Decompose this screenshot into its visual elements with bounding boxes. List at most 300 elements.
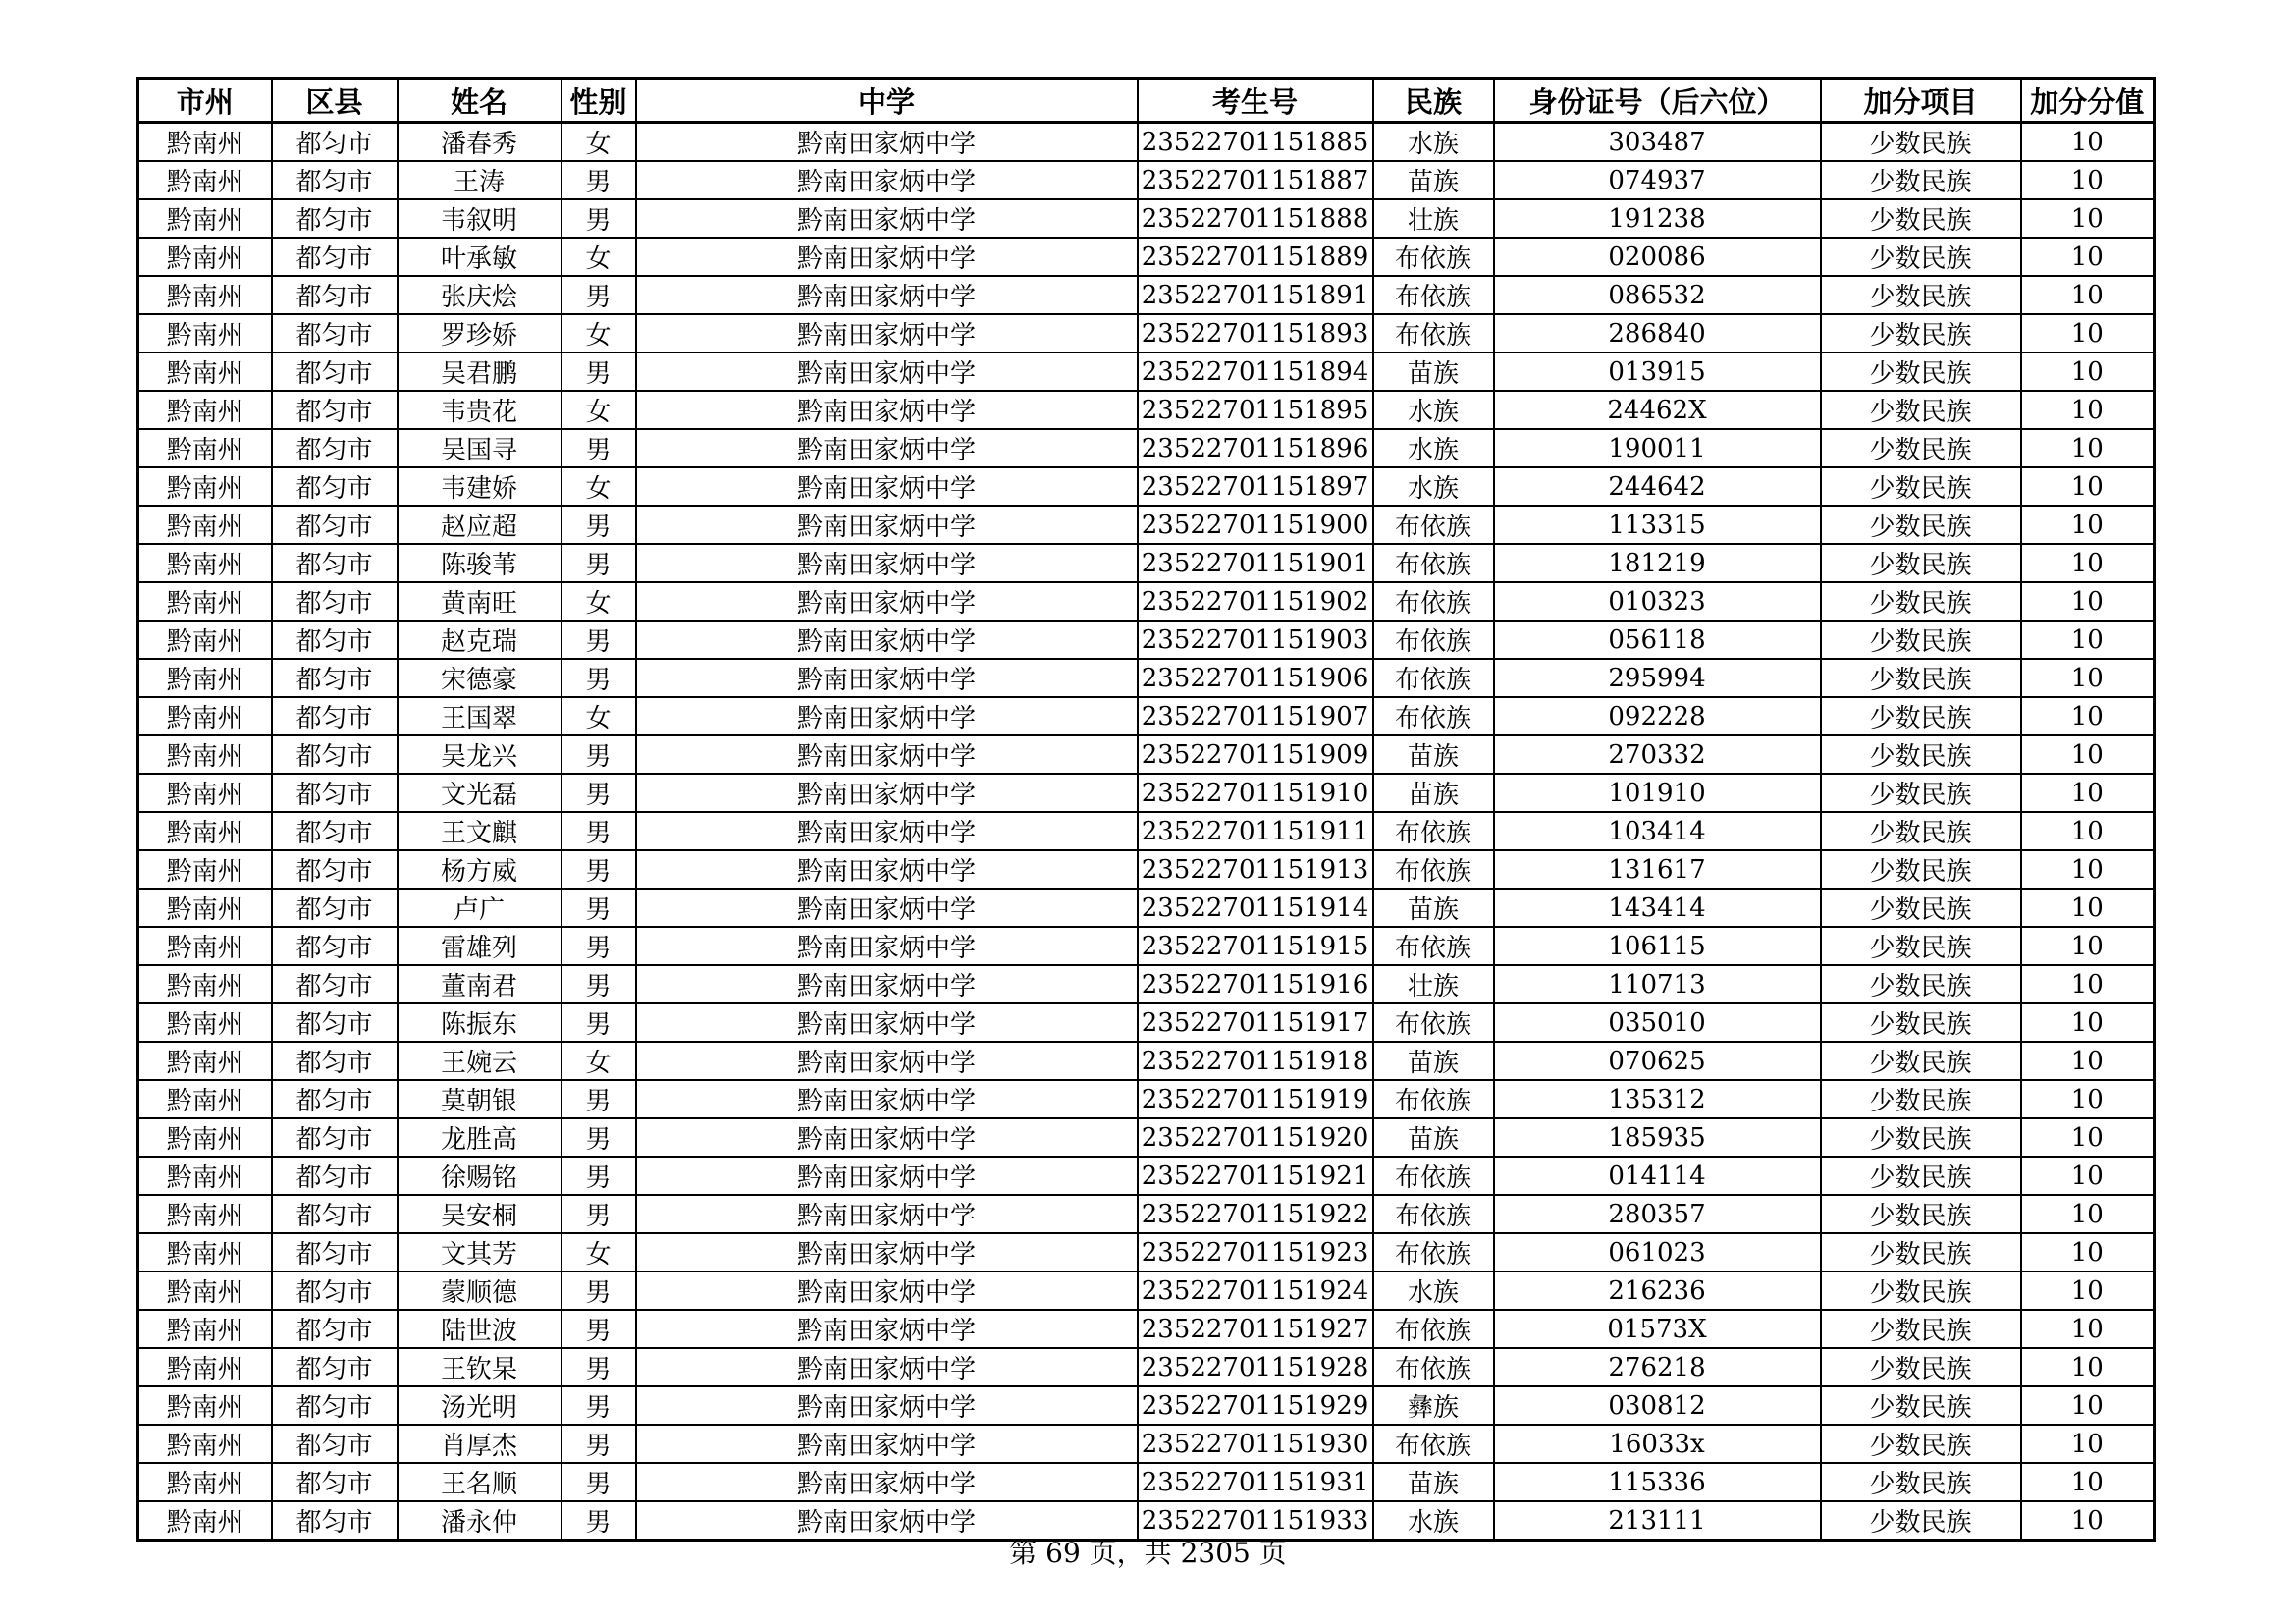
name-cell: 王名顺 — [398, 1463, 561, 1501]
table-row — [138, 123, 2155, 162]
bonus-value-cell: 10 — [2021, 965, 2155, 1003]
county-cell: 都匀市 — [272, 850, 398, 889]
exam-number-cell: 23522701151929 — [1138, 1386, 1373, 1425]
school-cell: 黔南田家炳中学 — [636, 697, 1138, 735]
county-cell: 都匀市 — [272, 1233, 398, 1272]
gender-cell: 男 — [561, 774, 636, 812]
name-cell: 王钦杲 — [398, 1348, 561, 1386]
school-cell: 黔南田家炳中学 — [636, 1042, 1138, 1080]
gender-cell: 男 — [561, 352, 636, 391]
table-row — [138, 1003, 2155, 1042]
header-name: 姓名 — [398, 79, 561, 123]
ethnicity-cell: 壮族 — [1373, 199, 1494, 238]
gender-cell: 女 — [561, 238, 636, 276]
school-cell: 黔南田家炳中学 — [636, 850, 1138, 889]
id-last-six-cell: 092228 — [1494, 697, 1821, 735]
id-last-six-cell: 010323 — [1494, 582, 1821, 621]
table-row — [138, 352, 2155, 391]
table-row — [138, 621, 2155, 659]
county-cell: 都匀市 — [272, 544, 398, 582]
city-cell: 黔南州 — [138, 391, 272, 429]
id-last-six-cell: 013915 — [1494, 352, 1821, 391]
table-row — [138, 1080, 2155, 1118]
city-cell: 黔南州 — [138, 927, 272, 965]
county-cell: 都匀市 — [272, 1348, 398, 1386]
school-cell: 黔南田家炳中学 — [636, 161, 1138, 199]
county-cell: 都匀市 — [272, 697, 398, 735]
school-cell: 黔南田家炳中学 — [636, 1003, 1138, 1042]
school-cell: 黔南田家炳中学 — [636, 965, 1138, 1003]
name-cell: 蒙顺德 — [398, 1272, 561, 1310]
id-last-six-cell: 110713 — [1494, 965, 1821, 1003]
bonus-value-cell: 10 — [2021, 774, 2155, 812]
gender-cell: 男 — [561, 621, 636, 659]
exam-number-cell: 23522701151906 — [1138, 659, 1373, 697]
bonus-value-cell: 10 — [2021, 161, 2155, 199]
exam-number-cell: 23522701151923 — [1138, 1233, 1373, 1272]
bonus-value-cell: 10 — [2021, 621, 2155, 659]
bonus-value-cell: 10 — [2021, 506, 2155, 544]
id-last-six-cell: 135312 — [1494, 1080, 1821, 1118]
id-last-six-cell: 106115 — [1494, 927, 1821, 965]
id-last-six-cell: 101910 — [1494, 774, 1821, 812]
bonus-value-cell: 10 — [2021, 1348, 2155, 1386]
name-cell: 赵克瑞 — [398, 621, 561, 659]
exam-number-cell: 23522701151919 — [1138, 1080, 1373, 1118]
name-cell: 王国翠 — [398, 697, 561, 735]
bonus-value-cell: 10 — [2021, 238, 2155, 276]
ethnicity-cell: 布依族 — [1373, 1080, 1494, 1118]
bonus-value-cell: 10 — [2021, 391, 2155, 429]
county-cell: 都匀市 — [272, 1310, 398, 1348]
gender-cell: 男 — [561, 1272, 636, 1310]
exam-number-cell: 23522701151897 — [1138, 467, 1373, 506]
bonus-value-cell: 10 — [2021, 429, 2155, 467]
ethnicity-cell: 布依族 — [1373, 276, 1494, 314]
table-row — [138, 1425, 2155, 1463]
gender-cell: 女 — [561, 1042, 636, 1080]
county-cell: 都匀市 — [272, 1003, 398, 1042]
id-last-six-cell: 115336 — [1494, 1463, 1821, 1501]
table-row — [138, 735, 2155, 774]
name-cell: 董南君 — [398, 965, 561, 1003]
id-last-six-cell: 286840 — [1494, 314, 1821, 352]
county-cell: 都匀市 — [272, 352, 398, 391]
gender-cell: 男 — [561, 161, 636, 199]
id-last-six-cell: 280357 — [1494, 1195, 1821, 1233]
name-cell: 韦叙明 — [398, 199, 561, 238]
ethnicity-cell: 布依族 — [1373, 544, 1494, 582]
id-last-six-cell: 295994 — [1494, 659, 1821, 697]
city-cell: 黔南州 — [138, 697, 272, 735]
bonus-value-cell: 10 — [2021, 544, 2155, 582]
gender-cell: 男 — [561, 1157, 636, 1195]
county-cell: 都匀市 — [272, 621, 398, 659]
header-bonus-item: 加分项目 — [1821, 79, 2021, 123]
school-cell: 黔南田家炳中学 — [636, 1272, 1138, 1310]
ethnicity-cell: 布依族 — [1373, 238, 1494, 276]
exam-number-cell: 23522701151887 — [1138, 161, 1373, 199]
bonus-item-cell: 少数民族 — [1821, 774, 2021, 812]
bonus-value-cell: 10 — [2021, 1501, 2155, 1541]
bonus-item-cell: 少数民族 — [1821, 659, 2021, 697]
header-county: 区县 — [272, 79, 398, 123]
bonus-value-cell: 10 — [2021, 697, 2155, 735]
gender-cell: 男 — [561, 659, 636, 697]
id-last-six-cell: 276218 — [1494, 1348, 1821, 1386]
id-last-six-cell: 24462X — [1494, 391, 1821, 429]
school-cell: 黔南田家炳中学 — [636, 506, 1138, 544]
name-cell: 潘春秀 — [398, 123, 561, 162]
exam-number-cell: 23522701151901 — [1138, 544, 1373, 582]
page-number: 第 69 页，共 2305 页 — [1009, 1537, 1287, 1569]
name-cell: 王涛 — [398, 161, 561, 199]
bonus-item-cell: 少数民族 — [1821, 850, 2021, 889]
city-cell: 黔南州 — [138, 1118, 272, 1157]
bonus-value-cell: 10 — [2021, 1118, 2155, 1157]
school-cell: 黔南田家炳中学 — [636, 276, 1138, 314]
table-row — [138, 199, 2155, 238]
city-cell: 黔南州 — [138, 1195, 272, 1233]
gender-cell: 男 — [561, 850, 636, 889]
table-row — [138, 1118, 2155, 1157]
gender-cell: 男 — [561, 1501, 636, 1541]
city-cell: 黔南州 — [138, 1042, 272, 1080]
county-cell: 都匀市 — [272, 659, 398, 697]
exam-number-cell: 23522701151930 — [1138, 1425, 1373, 1463]
ethnicity-cell: 水族 — [1373, 429, 1494, 467]
city-cell: 黔南州 — [138, 1425, 272, 1463]
school-cell: 黔南田家炳中学 — [636, 1463, 1138, 1501]
bonus-item-cell: 少数民族 — [1821, 1501, 2021, 1541]
gender-cell: 男 — [561, 735, 636, 774]
id-last-six-cell: 056118 — [1494, 621, 1821, 659]
city-cell: 黔南州 — [138, 774, 272, 812]
school-cell: 黔南田家炳中学 — [636, 1348, 1138, 1386]
city-cell: 黔南州 — [138, 238, 272, 276]
name-cell: 王婉云 — [398, 1042, 561, 1080]
school-cell: 黔南田家炳中学 — [636, 1501, 1138, 1541]
school-cell: 黔南田家炳中学 — [636, 123, 1138, 162]
bonus-item-cell: 少数民族 — [1821, 1233, 2021, 1272]
name-cell: 王文麒 — [398, 812, 561, 850]
name-cell: 吴安桐 — [398, 1195, 561, 1233]
county-cell: 都匀市 — [272, 161, 398, 199]
bonus-item-cell: 少数民族 — [1821, 544, 2021, 582]
bonus-item-cell: 少数民族 — [1821, 965, 2021, 1003]
ethnicity-cell: 苗族 — [1373, 774, 1494, 812]
id-last-six-cell: 244642 — [1494, 467, 1821, 506]
school-cell: 黔南田家炳中学 — [636, 1425, 1138, 1463]
name-cell: 罗珍娇 — [398, 314, 561, 352]
bonus-value-cell: 10 — [2021, 1195, 2155, 1233]
bonus-value-cell: 10 — [2021, 1042, 2155, 1080]
id-last-six-cell: 181219 — [1494, 544, 1821, 582]
table-row — [138, 506, 2155, 544]
county-cell: 都匀市 — [272, 429, 398, 467]
city-cell: 黔南州 — [138, 123, 272, 162]
exam-number-cell: 23522701151885 — [1138, 123, 1373, 162]
name-cell: 张庆烩 — [398, 276, 561, 314]
gender-cell: 男 — [561, 1348, 636, 1386]
school-cell: 黔南田家炳中学 — [636, 812, 1138, 850]
bonus-item-cell: 少数民族 — [1821, 1310, 2021, 1348]
bonus-item-cell: 少数民族 — [1821, 1463, 2021, 1501]
city-cell: 黔南州 — [138, 352, 272, 391]
gender-cell: 男 — [561, 544, 636, 582]
school-cell: 黔南田家炳中学 — [636, 1233, 1138, 1272]
city-cell: 黔南州 — [138, 582, 272, 621]
table-row — [138, 1463, 2155, 1501]
table-row — [138, 1310, 2155, 1348]
gender-cell: 男 — [561, 429, 636, 467]
exam-number-cell: 23522701151903 — [1138, 621, 1373, 659]
table-row — [138, 1233, 2155, 1272]
exam-number-cell: 23522701151907 — [1138, 697, 1373, 735]
school-cell: 黔南田家炳中学 — [636, 391, 1138, 429]
name-cell: 汤光明 — [398, 1386, 561, 1425]
bonus-item-cell: 少数民族 — [1821, 123, 2021, 162]
name-cell: 雷雄列 — [398, 927, 561, 965]
name-cell: 韦贵花 — [398, 391, 561, 429]
exam-number-cell: 23522701151895 — [1138, 391, 1373, 429]
exam-number-cell: 23522701151927 — [1138, 1310, 1373, 1348]
city-cell: 黔南州 — [138, 161, 272, 199]
city-cell: 黔南州 — [138, 621, 272, 659]
table-header-row — [138, 79, 2155, 123]
ethnicity-cell: 彝族 — [1373, 1386, 1494, 1425]
bonus-item-cell: 少数民族 — [1821, 697, 2021, 735]
bonus-item-cell: 少数民族 — [1821, 506, 2021, 544]
bonus-value-cell: 10 — [2021, 199, 2155, 238]
bonus-item-cell: 少数民族 — [1821, 238, 2021, 276]
ethnicity-cell: 水族 — [1373, 123, 1494, 162]
bonus-value-cell: 10 — [2021, 1386, 2155, 1425]
name-cell: 黄南旺 — [398, 582, 561, 621]
gender-cell: 女 — [561, 1233, 636, 1272]
exam-number-cell: 23522701151902 — [1138, 582, 1373, 621]
bonus-item-cell: 少数民族 — [1821, 927, 2021, 965]
school-cell: 黔南田家炳中学 — [636, 1310, 1138, 1348]
header-ethnicity: 民族 — [1373, 79, 1494, 123]
exam-number-cell: 23522701151911 — [1138, 812, 1373, 850]
exam-number-cell: 23522701151894 — [1138, 352, 1373, 391]
school-cell: 黔南田家炳中学 — [636, 1157, 1138, 1195]
name-cell: 徐赐铭 — [398, 1157, 561, 1195]
bonus-value-cell: 10 — [2021, 927, 2155, 965]
ethnicity-cell: 布依族 — [1373, 1233, 1494, 1272]
id-last-six-cell: 030812 — [1494, 1386, 1821, 1425]
bonus-item-cell: 少数民族 — [1821, 429, 2021, 467]
gender-cell: 女 — [561, 467, 636, 506]
exam-number-cell: 23522701151921 — [1138, 1157, 1373, 1195]
ethnicity-cell: 布依族 — [1373, 1425, 1494, 1463]
county-cell: 都匀市 — [272, 314, 398, 352]
exam-number-cell: 23522701151931 — [1138, 1463, 1373, 1501]
school-cell: 黔南田家炳中学 — [636, 927, 1138, 965]
ethnicity-cell: 苗族 — [1373, 1118, 1494, 1157]
county-cell: 都匀市 — [272, 123, 398, 162]
school-cell: 黔南田家炳中学 — [636, 735, 1138, 774]
county-cell: 都匀市 — [272, 889, 398, 927]
id-last-six-cell: 303487 — [1494, 123, 1821, 162]
bonus-item-cell: 少数民族 — [1821, 1118, 2021, 1157]
table-row — [138, 965, 2155, 1003]
bonus-item-cell: 少数民族 — [1821, 1348, 2021, 1386]
school-cell: 黔南田家炳中学 — [636, 621, 1138, 659]
county-cell: 都匀市 — [272, 812, 398, 850]
bonus-value-cell: 10 — [2021, 314, 2155, 352]
school-cell: 黔南田家炳中学 — [636, 352, 1138, 391]
exam-number-cell: 23522701151915 — [1138, 927, 1373, 965]
exam-number-cell: 23522701151917 — [1138, 1003, 1373, 1042]
ethnicity-cell: 水族 — [1373, 391, 1494, 429]
ethnicity-cell: 布依族 — [1373, 1348, 1494, 1386]
bonus-item-cell: 少数民族 — [1821, 199, 2021, 238]
city-cell: 黔南州 — [138, 1310, 272, 1348]
ethnicity-cell: 壮族 — [1373, 965, 1494, 1003]
name-cell: 肖厚杰 — [398, 1425, 561, 1463]
ethnicity-cell: 布依族 — [1373, 1310, 1494, 1348]
table-row — [138, 1195, 2155, 1233]
gender-cell: 男 — [561, 1080, 636, 1118]
county-cell: 都匀市 — [272, 735, 398, 774]
table-row — [138, 582, 2155, 621]
id-last-six-cell: 185935 — [1494, 1118, 1821, 1157]
id-last-six-cell: 061023 — [1494, 1233, 1821, 1272]
bonus-item-cell: 少数民族 — [1821, 735, 2021, 774]
bonus-value-cell: 10 — [2021, 659, 2155, 697]
city-cell: 黔南州 — [138, 1272, 272, 1310]
ethnicity-cell: 布依族 — [1373, 1157, 1494, 1195]
county-cell: 都匀市 — [272, 1386, 398, 1425]
name-cell: 莫朝银 — [398, 1080, 561, 1118]
city-cell: 黔南州 — [138, 1157, 272, 1195]
county-cell: 都匀市 — [272, 199, 398, 238]
school-cell: 黔南田家炳中学 — [636, 1118, 1138, 1157]
city-cell: 黔南州 — [138, 1003, 272, 1042]
table-row — [138, 391, 2155, 429]
table-row — [138, 314, 2155, 352]
exam-number-cell: 23522701151909 — [1138, 735, 1373, 774]
table-row — [138, 238, 2155, 276]
table-row — [138, 1348, 2155, 1386]
name-cell: 杨方威 — [398, 850, 561, 889]
table-row — [138, 659, 2155, 697]
city-cell: 黔南州 — [138, 276, 272, 314]
exam-number-cell: 23522701151922 — [1138, 1195, 1373, 1233]
exam-number-cell: 23522701151918 — [1138, 1042, 1373, 1080]
ethnicity-cell: 苗族 — [1373, 1042, 1494, 1080]
exam-number-cell: 23522701151888 — [1138, 199, 1373, 238]
id-last-six-cell: 103414 — [1494, 812, 1821, 850]
table-row — [138, 429, 2155, 467]
school-cell: 黔南田家炳中学 — [636, 582, 1138, 621]
id-last-six-cell: 020086 — [1494, 238, 1821, 276]
gender-cell: 男 — [561, 1425, 636, 1463]
ethnicity-cell: 苗族 — [1373, 1463, 1494, 1501]
bonus-value-cell: 10 — [2021, 1157, 2155, 1195]
ethnicity-cell: 苗族 — [1373, 161, 1494, 199]
bonus-item-cell: 少数民族 — [1821, 1042, 2021, 1080]
id-last-six-cell: 113315 — [1494, 506, 1821, 544]
school-cell: 黔南田家炳中学 — [636, 774, 1138, 812]
school-cell: 黔南田家炳中学 — [636, 199, 1138, 238]
table-row — [138, 1157, 2155, 1195]
gender-cell: 女 — [561, 391, 636, 429]
city-cell: 黔南州 — [138, 889, 272, 927]
name-cell: 宋德豪 — [398, 659, 561, 697]
ethnicity-cell: 布依族 — [1373, 314, 1494, 352]
gender-cell: 女 — [561, 697, 636, 735]
bonus-value-cell: 10 — [2021, 889, 2155, 927]
county-cell: 都匀市 — [272, 1157, 398, 1195]
table-row — [138, 544, 2155, 582]
id-last-six-cell: 035010 — [1494, 1003, 1821, 1042]
id-last-six-cell: 086532 — [1494, 276, 1821, 314]
gender-cell: 女 — [561, 123, 636, 162]
county-cell: 都匀市 — [272, 238, 398, 276]
id-last-six-cell: 270332 — [1494, 735, 1821, 774]
school-cell: 黔南田家炳中学 — [636, 314, 1138, 352]
id-last-six-cell: 01573X — [1494, 1310, 1821, 1348]
name-cell: 陈骏苇 — [398, 544, 561, 582]
gender-cell: 男 — [561, 506, 636, 544]
ethnicity-cell: 苗族 — [1373, 889, 1494, 927]
id-last-six-cell: 191238 — [1494, 199, 1821, 238]
name-cell: 韦建娇 — [398, 467, 561, 506]
bonus-item-cell: 少数民族 — [1821, 352, 2021, 391]
ethnicity-cell: 苗族 — [1373, 735, 1494, 774]
id-last-six-cell: 131617 — [1494, 850, 1821, 889]
id-last-six-cell: 190011 — [1494, 429, 1821, 467]
city-cell: 黔南州 — [138, 429, 272, 467]
exam-number-cell: 23522701151889 — [1138, 238, 1373, 276]
table-row — [138, 276, 2155, 314]
id-last-six-cell: 014114 — [1494, 1157, 1821, 1195]
bonus-value-cell: 10 — [2021, 1003, 2155, 1042]
table-row — [138, 1386, 2155, 1425]
school-cell: 黔南田家炳中学 — [636, 429, 1138, 467]
bonus-value-cell: 10 — [2021, 276, 2155, 314]
gender-cell: 男 — [561, 1463, 636, 1501]
bonus-value-cell: 10 — [2021, 582, 2155, 621]
gender-cell: 男 — [561, 812, 636, 850]
county-cell: 都匀市 — [272, 1425, 398, 1463]
county-cell: 都匀市 — [272, 276, 398, 314]
bonus-item-cell: 少数民族 — [1821, 1272, 2021, 1310]
school-cell: 黔南田家炳中学 — [636, 238, 1138, 276]
city-cell: 黔南州 — [138, 199, 272, 238]
header-id-last-six: 身份证号（后六位） — [1494, 79, 1821, 123]
exam-number-cell: 23522701151928 — [1138, 1348, 1373, 1386]
name-cell: 文其芳 — [398, 1233, 561, 1272]
id-last-six-cell: 213111 — [1494, 1501, 1821, 1541]
name-cell: 陆世波 — [398, 1310, 561, 1348]
bonus-item-cell: 少数民族 — [1821, 889, 2021, 927]
header-exam-number: 考生号 — [1138, 79, 1373, 123]
header-school: 中学 — [636, 79, 1138, 123]
county-cell: 都匀市 — [272, 467, 398, 506]
ethnicity-cell: 布依族 — [1373, 506, 1494, 544]
county-cell: 都匀市 — [272, 965, 398, 1003]
exam-number-cell: 23522701151914 — [1138, 889, 1373, 927]
gender-cell: 男 — [561, 1310, 636, 1348]
bonus-item-cell: 少数民族 — [1821, 314, 2021, 352]
city-cell: 黔南州 — [138, 1386, 272, 1425]
gender-cell: 男 — [561, 1118, 636, 1157]
county-cell: 都匀市 — [272, 774, 398, 812]
